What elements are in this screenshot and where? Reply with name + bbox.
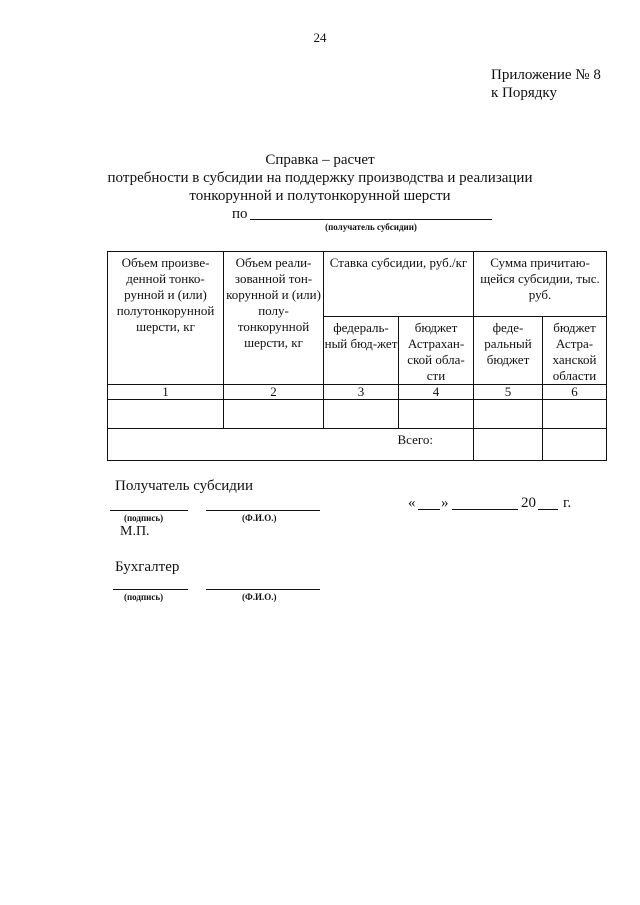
column-number: 2 [224,385,324,400]
date-day-line [418,509,440,510]
table-cell [543,400,607,429]
accountant-name-line [206,589,320,590]
total-sum-federal-cell [474,429,543,461]
date-year-suffix: г. [563,495,572,511]
header-subsidy-rate: Ставка субсидии, руб./кг [324,252,474,317]
date-quote-open: « [408,495,416,511]
accountant-label: Бухгалтер [115,559,180,575]
date-month-line [452,509,518,510]
title-line-2: потребности в субсидии на поддержку производства и реализации [107,170,533,186]
header-subsidy-sum: Сумма причитаю-щейся субсидии, тыс. руб. [474,252,607,317]
header-sold-volume: Объем реали-зованной тон-корунной и (или) полу-тонкорунной шерсти, кг [224,252,324,385]
table-cell [324,400,399,429]
header-sum-federal: феде-ральный бюджет [474,317,543,385]
table-cell [474,400,543,429]
date-year-prefix: 20 [521,495,536,511]
header-rate-regional: бюджет Астрахан-ской обла-сти [399,317,474,385]
accountant-signature-caption: (подпись) [124,592,164,602]
total-label: Всего: [108,429,474,461]
po-label: по [232,206,248,222]
table-row [108,400,607,429]
title-line-3: тонкорунной и полутонкорунной шерсти [189,188,451,204]
accountant-signature-line [113,589,188,590]
appendix-line-2: к Порядку [491,85,557,101]
column-number: 3 [324,385,399,400]
recipient-name-line [250,219,492,220]
total-row [108,429,607,461]
table-cell [224,400,324,429]
accountant-name-caption: (Ф.И.О.) [242,592,277,602]
recipient-caption: (получатель субсидии) [325,222,417,232]
column-number: 1 [108,385,224,400]
header-produced-volume: Объем произве-денной тонко-рунной и (или) полутонкорунной шерсти, кг [108,252,224,385]
stamp-label: М.П. [120,524,150,539]
header-rate-federal: федераль-ный бюд-жет [324,317,399,385]
appendix-line-1: Приложение № 8 [491,67,601,83]
date-quote-close: » [441,495,449,511]
recipient-name-caption: (Ф.И.О.) [242,513,277,523]
subsidy-table [107,251,607,461]
column-number: 6 [543,385,607,400]
title-line-1: Справка – расчет [265,152,375,168]
column-number: 4 [399,385,474,400]
recipient-name-line [206,510,320,511]
date-year-line [538,509,558,510]
page-number: 24 [313,30,327,45]
table-cell [108,400,224,429]
document-title [0,151,640,205]
table-cell [399,400,474,429]
recipient-signature-line [110,510,188,511]
appendix-note [491,66,601,102]
header-sum-regional: бюджет Астра-ханской области [543,317,607,385]
recipient-label: Получатель субсидии [115,478,253,494]
total-sum-regional-cell [543,429,607,461]
column-number: 5 [474,385,543,400]
recipient-signature-caption: (подпись) [124,513,164,523]
